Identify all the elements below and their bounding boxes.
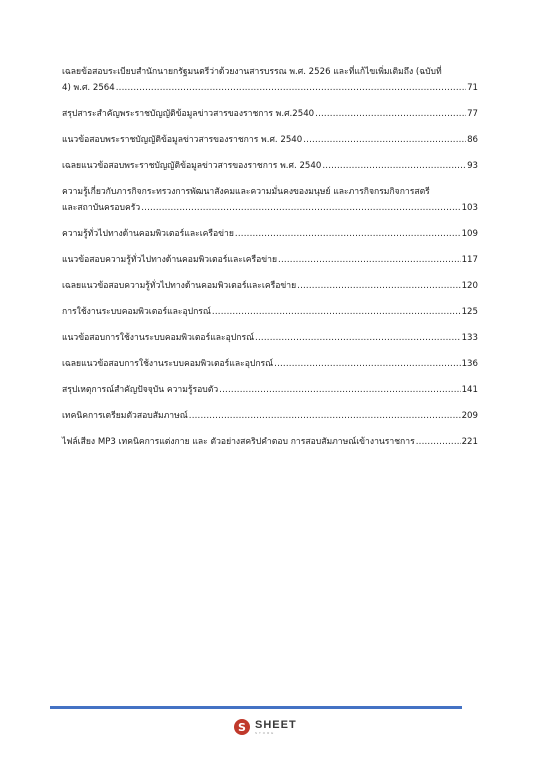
logo-wordmark	[255, 720, 297, 735]
sheetstore-logo-icon	[234, 719, 250, 735]
footer-divider	[50, 706, 462, 709]
toc-entry-title: แนวข้อสอบความรู้ทั่วไปทางด้านคอมพิวเตอร์และเครือข่าย	[62, 255, 278, 265]
toc-leader-dots	[219, 382, 460, 398]
toc-entry-title: สรุปเหตุการณ์สำคัญปัจจุบัน ความรู้รอบตัว	[62, 385, 219, 395]
toc-leader-dots	[303, 132, 466, 148]
toc-entry-title: แนวข้อสอบการใช้งานระบบคอมพิวเตอร์และอุปกรณ์	[62, 333, 255, 343]
logo-subtitle: STORE	[255, 730, 276, 735]
toc-leader-dots	[235, 226, 461, 242]
toc-entry-title: และสถาบันครอบครัว	[62, 203, 141, 213]
toc-entry[interactable]	[62, 106, 478, 122]
toc-leader-dots	[322, 158, 466, 174]
toc-leader-dots	[278, 252, 461, 268]
toc-leader-dots	[116, 80, 466, 96]
toc-page-number: 120	[461, 281, 478, 291]
toc-entry-title: สรุปสาระสำคัญพระราชบัญญัติข้อมูลข่าวสารของราชการ พ.ศ.2540	[62, 109, 315, 119]
toc-leader-dots	[416, 434, 461, 450]
toc-page-number: 133	[461, 333, 478, 343]
toc-leader-dots	[212, 304, 461, 320]
logo-name: SHEET	[255, 718, 297, 731]
toc-entry-title: เฉลยแนวข้อสอบความรู้ทั่วไปทางด้านคอมพิวเตอร์และเครือข่าย	[62, 281, 297, 291]
toc-leader-dots	[315, 106, 466, 122]
toc-entry-title: เฉลยแนวข้อสอบการใช้งานระบบคอมพิวเตอร์และอุปกรณ์	[62, 359, 274, 369]
toc-entry-title-line1: ความรู้เกี่ยวกับภารกิจกระทรวงการพัฒนาสังคมและความมั่นคงของมนุษย์ และภารกิจกรมกิจการสตรี	[62, 187, 430, 197]
toc-leader-dots	[297, 278, 460, 294]
toc-page-number: 77	[467, 109, 478, 119]
toc-page-number: 136	[461, 359, 478, 369]
toc-entry[interactable]	[62, 382, 478, 398]
logo-letter: S	[238, 720, 246, 734]
toc-page-number: 71	[467, 83, 478, 93]
toc-leader-dots	[141, 200, 460, 216]
toc-entry[interactable]	[62, 408, 478, 424]
toc-entry-title-line1: เฉลยข้อสอบระเบียบสำนักนายกรัฐมนตรีว่าด้วยงานสารบรรณ พ.ศ. 2526 และที่แก้ไขเพิ่มเติมถึง (ฉบับที่	[62, 67, 442, 77]
toc-page-number: 86	[467, 135, 478, 145]
toc-entry-title: การใช้งานระบบคอมพิวเตอร์และอุปกรณ์	[62, 307, 211, 317]
toc-page-number: 117	[461, 255, 478, 265]
toc-entry[interactable]	[62, 64, 478, 96]
toc-entry[interactable]	[62, 356, 478, 372]
toc-page-number: 141	[461, 385, 478, 395]
toc-entry-title: ไฟล์เสียง MP3 เทคนิคการแต่งกาย และ ตัวอย่างสคริปคำตอบ การสอบสัมภาษณ์เข้างานราชการ	[62, 437, 415, 447]
toc-leader-dots	[189, 408, 461, 424]
toc-entry-title: 4) พ.ศ. 2564	[62, 83, 115, 93]
toc-leader-dots	[274, 356, 460, 372]
toc-page-number: 209	[461, 411, 478, 421]
toc-page-number: 125	[461, 307, 478, 317]
toc-page-number: 103	[461, 203, 478, 213]
toc-leader-dots	[255, 330, 461, 346]
toc-entry-title: ความรู้ทั่วไปทางด้านคอมพิวเตอร์และเครือข่าย	[62, 229, 234, 239]
toc-entry[interactable]	[62, 132, 478, 148]
toc-entry[interactable]	[62, 158, 478, 174]
toc-entry-title: แนวข้อสอบพระราชบัญญัติข้อมูลข่าวสารของราชการ พ.ศ. 2540	[62, 135, 303, 145]
toc-entry[interactable]	[62, 184, 478, 216]
toc-entry-title: เฉลยแนวข้อสอบพระราชบัญญัติข้อมูลข่าวสารของราชการ พ.ศ. 2540	[62, 161, 322, 171]
toc-entry[interactable]	[62, 304, 478, 320]
toc-entry[interactable]	[62, 278, 478, 294]
table-of-contents	[62, 64, 478, 460]
toc-entry[interactable]	[62, 252, 478, 268]
toc-page-number: 221	[461, 437, 478, 447]
toc-entry-title: เทคนิคการเตรียมตัวสอบสัมภาษณ์	[62, 411, 188, 421]
toc-entry[interactable]	[62, 330, 478, 346]
footer-logo	[234, 717, 297, 737]
toc-page-number: 109	[461, 229, 478, 239]
toc-entry[interactable]	[62, 226, 478, 242]
toc-entry[interactable]	[62, 434, 478, 450]
toc-page-number: 93	[467, 161, 478, 171]
